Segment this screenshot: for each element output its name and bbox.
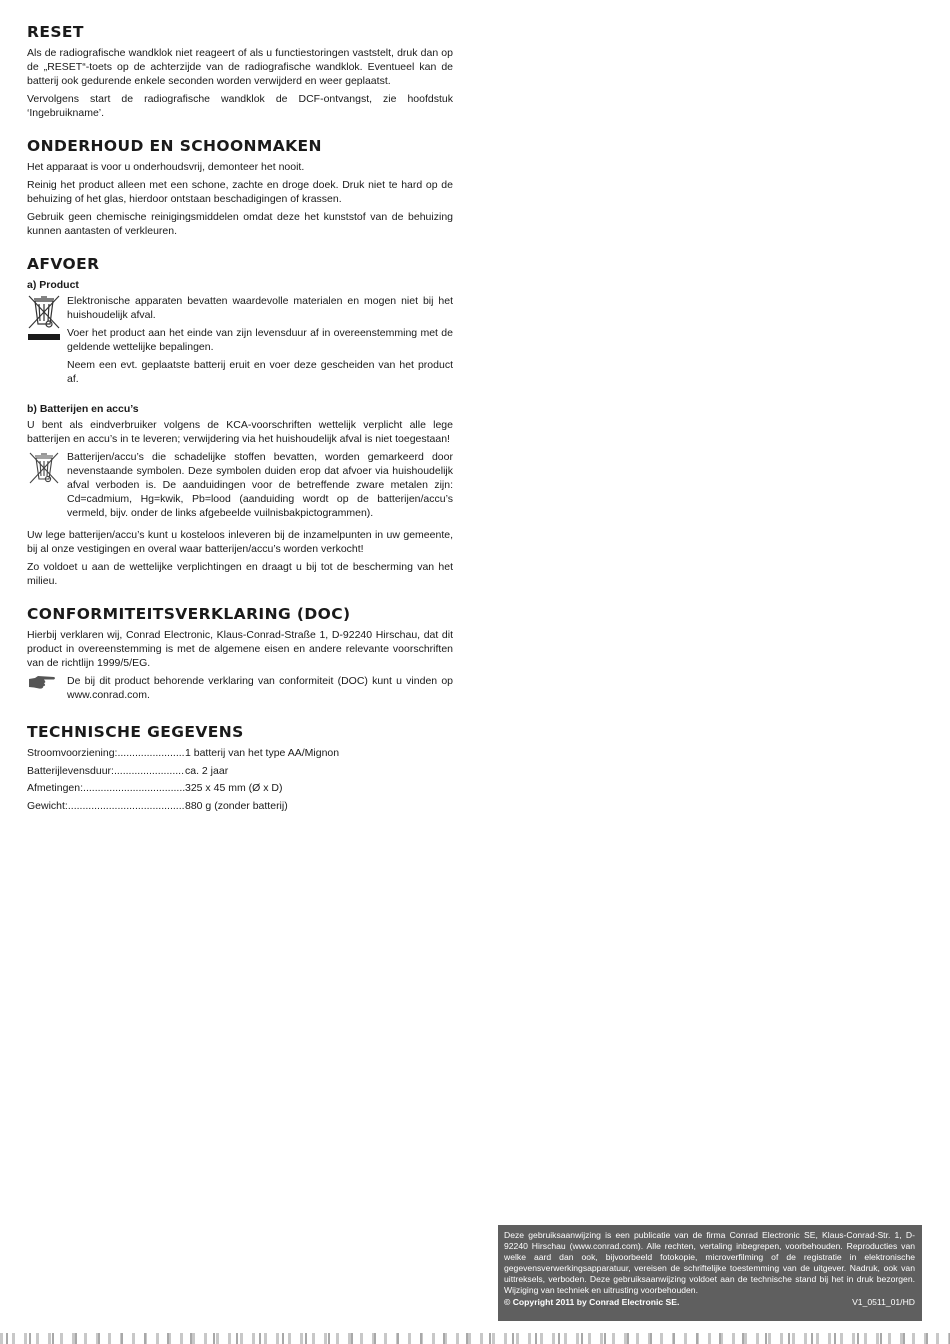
document-column — [27, 22, 453, 829]
section-disposal — [27, 254, 453, 588]
section-maintenance — [27, 136, 453, 238]
paragraph: Het apparaat is voor u onderhoudsvrij, demonteer het nooit. — [27, 161, 305, 173]
bottom-edge-stripes — [0, 1333, 950, 1344]
battery-disposal-block — [27, 450, 453, 524]
paragraph: De bij dit product behorende verklaring van conformiteit (DOC) kunt u vinden op www.conrad.com. — [67, 675, 453, 701]
product-disposal-block — [27, 294, 453, 390]
version-code: V1_0511_01/HD — [852, 1296, 915, 1307]
paragraph: Zo voldoet u aan de wettelijke verplichtingen en draagt u bij tot de bescherming van het milieu. — [27, 561, 453, 587]
paragraph: Als de radiografische wandklok niet reageert of als u functiestoringen vaststelt, druk dan op de „RESET“-toets op de achterzijde van de radiografische wandklok. Eventueel kan de batterij ook gedurende enkele seconden worden verwijderd en weer geplaatst. — [27, 47, 453, 87]
spec-row — [27, 781, 453, 795]
imprint-box — [498, 1225, 922, 1321]
section-title-conformity: CONFORMITEITSVERKLARING (DOC) — [27, 605, 351, 623]
section-reset — [27, 22, 453, 120]
spec-value: 325 x 45 mm (Ø x D) — [185, 782, 283, 794]
paragraph: Hierbij verklaren wij, Conrad Electronic, Klaus-Conrad-Straße 1, D-92240 Hirschau, dat dit product in overeenstemming is met de algemene eisen en andere relevante voorschriften van de richtlijn 1999/5/EG. — [27, 629, 453, 669]
paragraph: Reinig het product alleen met een schone, zachte en droge doek. Druk niet te hard op de behuizing of het glas, hierdoor ontstaan beschadigingen of krassen. — [27, 179, 453, 205]
section-title-maintenance: ONDERHOUD EN SCHOONMAKEN — [27, 137, 322, 155]
section-title-specs: TECHNISCHE GEGEVENS — [27, 723, 244, 741]
copyright-notice: © Copyright 2011 by Conrad Electronic SE. — [504, 1296, 680, 1307]
spec-value: ca. 2 jaar — [185, 764, 229, 777]
imprint-text: Deze gebruiksaanwijzing is een publicatie van de firma Conrad Electronic SE, Klaus-Conrad-Str. 1, D-92240 Hirschau (www.conrad.com). Alle rechten, vertaling inbegrepen, voorbehouden. Reproducties van welke aard dan ook, bijvoorbeeld fotokopie, microverfilming of de registratie in elektronische gegevensverwerkingsapparatuur, vereisen de schriftelijke toestemming van de uitgever. Nadruk, ook van uittreksels, verboden. Deze gebruiksaanwijzing voldoet aan de technische stand bij het in druk bezorgen. Wijziging van techniek en uitrusting voorbehouden. — [504, 1230, 915, 1296]
spec-value: 1 batterij van het type AA/Mignon — [185, 747, 340, 759]
paragraph: Vervolgens start de radiografische wandklok de DCF-ontvangst, zie hoofdstuk ‘Ingebruikname’. — [27, 93, 453, 119]
paragraph: Voer het product aan het einde van zijn levensduur af in overeenstemming met de geldende wettelijke bepalingen. — [67, 327, 453, 353]
section-specs — [27, 722, 453, 813]
imprint-bottom-line — [504, 1297, 915, 1308]
spec-label: Gewicht: ..... — [27, 799, 185, 813]
crossed-out-wheelie-bin-icon — [27, 294, 67, 347]
subsection-title-product: a) Product — [27, 279, 79, 291]
spec-row — [27, 799, 453, 813]
section-conformity — [27, 604, 453, 706]
paragraph: Neem een evt. geplaatste batterij eruit en voer deze gescheiden van het product af. — [67, 359, 453, 385]
spec-row — [27, 746, 453, 760]
paragraph: Batterijen/accu’s die schadelijke stoffen bevatten, worden gemarkeerd door nevenstaande symbolen. Deze symbolen duiden erop dat afvoer via huishoudelijk afval verboden is. De aanduidingen voor de betreffende zware metalen zijn: Cd=cadmium, Hg=kwik, Pb=lood (aanduiding wordt op de batterijen/accu’s vermeld, bijv. onder de links afgebeelde vuilnisbakpictogrammen). — [67, 451, 453, 519]
conformity-note-block — [27, 674, 453, 706]
paragraph: Elektronische apparaten bevatten waardevolle materialen en mogen niet bij het huishoudelijk afval. — [67, 295, 453, 321]
section-title-disposal: AFVOER — [27, 255, 100, 273]
spec-value: 880 g (zonder batterij) — [185, 799, 288, 812]
spec-row — [27, 764, 453, 778]
spec-label: Batterijlevensduur: ..... — [27, 764, 185, 778]
spec-label: Afmetingen: ..... — [27, 781, 185, 795]
subsection-title-batteries: b) Batterijen en accu’s — [27, 403, 139, 415]
pointing-hand-icon — [27, 674, 67, 695]
section-title-reset: RESET — [27, 23, 84, 41]
paragraph: Uw lege batterijen/accu’s kunt u kosteloos inleveren bij de inzamelpunten in uw gemeente, bij al onze vestigingen en overal waar batterijen/accu’s worden verkocht! — [27, 529, 453, 555]
paragraph: Gebruik geen chemische reinigingsmiddelen omdat deze het kunststof van de behuizing kunnen aantasten of verkleuren. — [27, 211, 453, 237]
spec-label: Stroomvoorziening: ..... — [27, 746, 185, 760]
paragraph: U bent als eindverbruiker volgens de KCA-voorschriften wettelijk verplicht alle lege batterijen en accu’s in te leveren; verwijdering via het huishoudelijk afval is niet toegestaan! — [27, 419, 453, 445]
crossed-out-battery-bin-icon — [27, 450, 67, 491]
